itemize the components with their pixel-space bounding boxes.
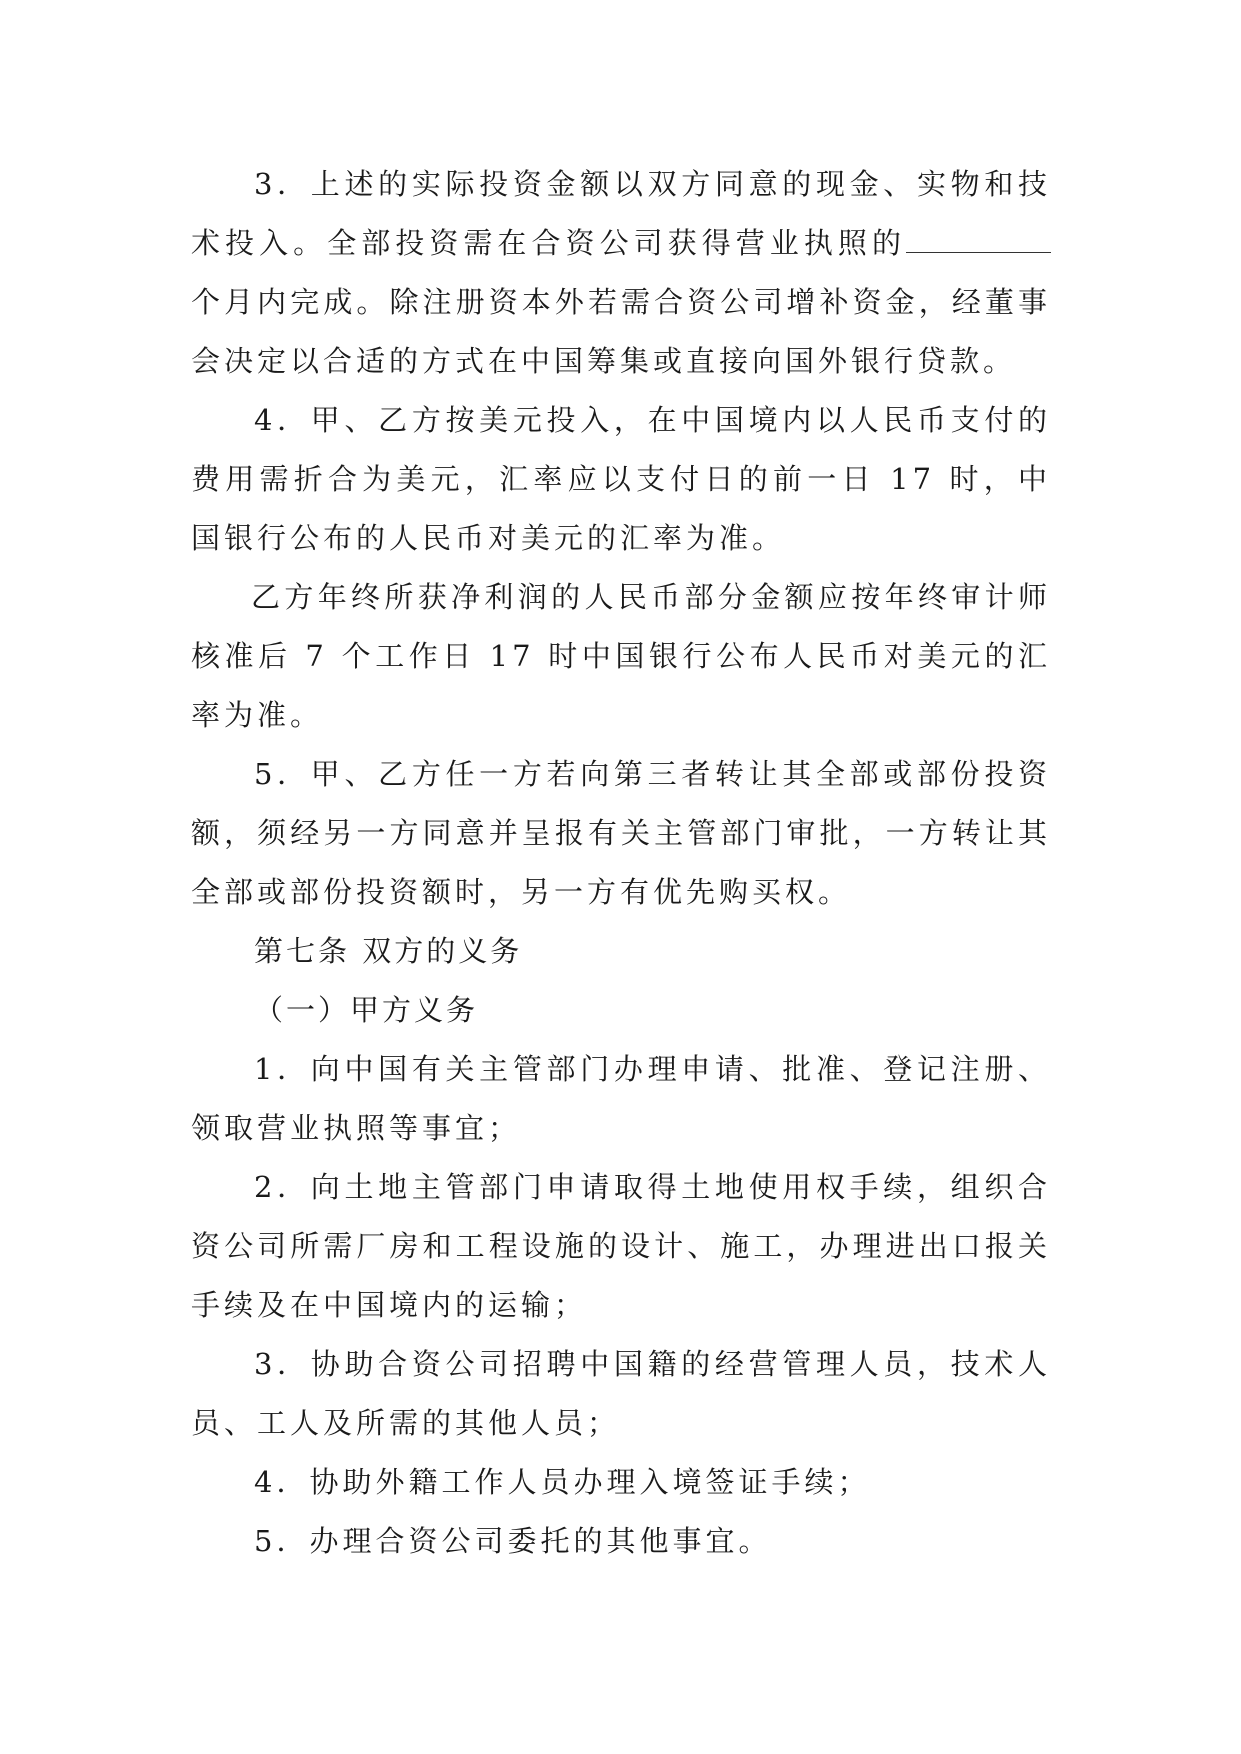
clause-5: 5．甲、乙方任一方若向第三者转让其全部或部份投资额，须经另一方同意并呈报有关主管部门审批，一方转让其全部或部份投资额时，另一方有优先购买权。 [191, 757, 1051, 909]
document-page [191, 155, 1051, 1571]
clause-4: 4．甲、乙方按美元投入，在中国境内以人民币支付的费用需折合为美元，汇率应以支付日的前一日 17 时，中国银行公布的人民币对美元的汇率为准。 [191, 403, 1051, 555]
duty-3: 3．协助合资公司招聘中国籍的经营管理人员，技术人员、工人及所需的其他人员； [191, 1347, 1051, 1440]
duty-4: 4．协助外籍工作人员办理入境签证手续； [254, 1465, 871, 1499]
article-7-heading: 第七条 双方的义务 [254, 934, 523, 968]
clause-4-net-profit: 乙方年终所获净利润的人民币部分金额应按年终审计师核准后 7 个工作日 17 时中国银行公布人民币对美元的汇率为准。 [191, 580, 1051, 732]
duty-1: 1．向中国有关主管部门办理申请、批准、登记注册、领取营业执照等事宜； [191, 1052, 1051, 1145]
duty-2: 2．向土地主管部门申请取得土地使用权手续，组织合资公司所需厂房和工程设施的设计、施工，办理进出口报关手续及在中国境内的运输； [191, 1170, 1051, 1322]
blank-months-field [906, 222, 1051, 253]
clause-3-text-a: 3．上述的实际投资金额以双方同意的现金、实物和技术投入。全部投资需在合资公司获得营业执照的 [191, 167, 1051, 260]
clause-3-text-b: 个月内完成。除注册资本外若需合资公司增补资金，经董事会决定以合适的方式在中国筹集或直接向国外银行贷款。 [191, 285, 1051, 378]
duty-5: 5．办理合资公司委托的其他事宜。 [254, 1524, 772, 1558]
clause-3 [191, 155, 1051, 391]
section-party-a-heading: （一）甲方义务 [254, 993, 479, 1027]
